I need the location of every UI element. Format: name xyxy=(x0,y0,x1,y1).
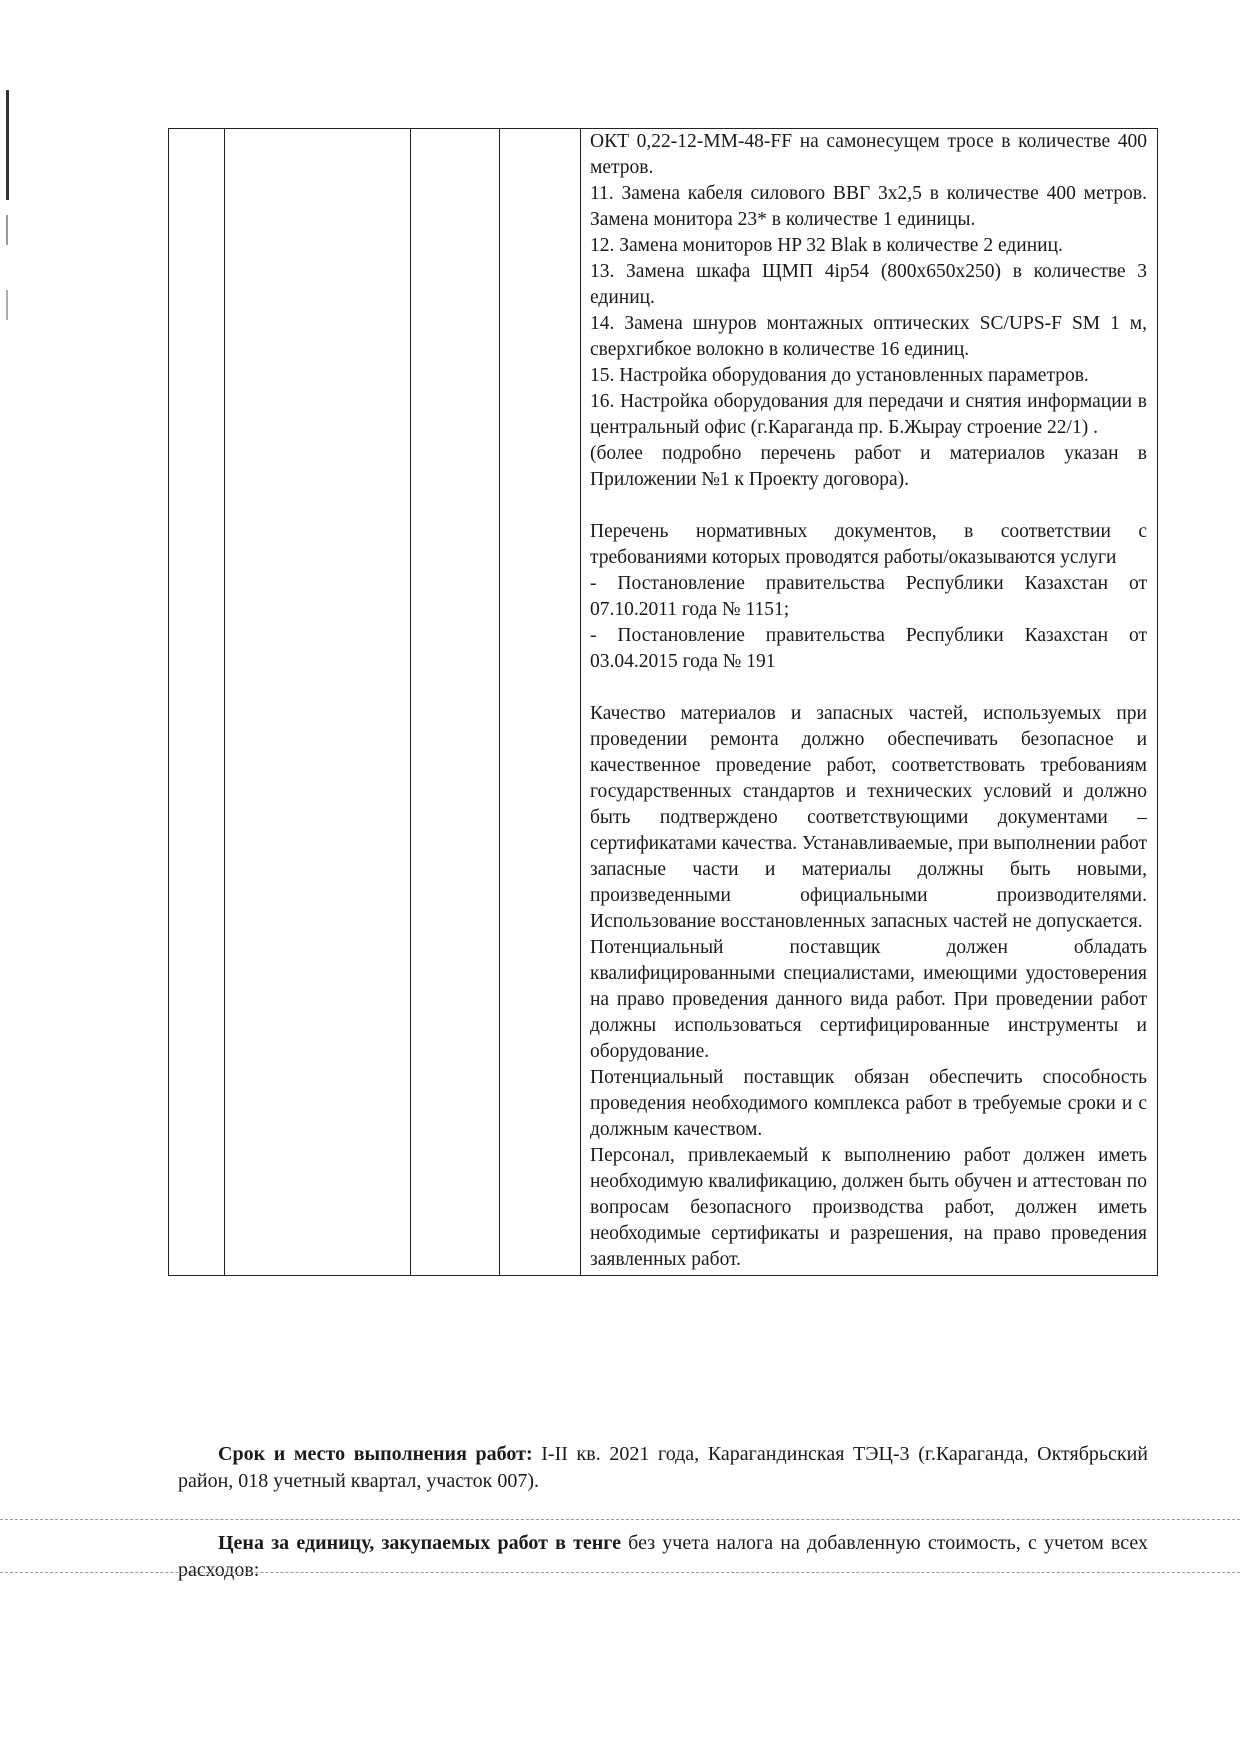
terms-text: I-II кв. 2021 года, Карагандинская ТЭЦ-3 (г.Караганда, Октябрьский район, 018 учетный квартал, участок 007). xyxy=(178,1443,1148,1492)
paragraph: ОКТ 0,22-12-ММ-48-FF на самонесущем тросе в количестве 400 метров. xyxy=(590,131,1147,178)
paragraph: Персонал, привлекаемый к выполнению работ должен иметь необходимую квалификацию, должен быть обучен и аттестован по вопросам безопасного производства работ, должен иметь необходимые сертификаты и разрешения, на право проведения заявленных работ. xyxy=(590,1145,1147,1270)
table-cell xyxy=(500,129,581,1276)
paragraph: - Постановление правительства Республики Казахстан от 07.10.2011 года № 1151; xyxy=(590,573,1147,620)
scan-artifact xyxy=(6,90,9,200)
work-description-cell xyxy=(581,129,1158,1276)
specification-table xyxy=(168,128,1158,1276)
paragraph: 16. Настройка оборудования для передачи и снятия информации в центральный офис (г.Караганда пр. Б.Жырау строение 22/1) . xyxy=(590,391,1147,438)
spacer xyxy=(590,675,1147,701)
table-cell xyxy=(169,129,225,1276)
scan-dotted-line xyxy=(0,1519,1240,1520)
price-label: Цена за единицу, закупаемых работ в тенге xyxy=(218,1532,621,1554)
price-paragraph xyxy=(178,1530,1148,1584)
paragraph: 14. Замена шнуров монтажных оптических SC/UPS-F SM 1 м, сверхгибкое волокно в количестве 16 единиц. xyxy=(590,313,1147,360)
price-text: без учета налога на добавленную стоимость, с учетом всех расходов: xyxy=(178,1532,1148,1581)
paragraph: 15. Настройка оборудования до установленных параметров. xyxy=(590,365,1089,386)
table-row xyxy=(169,129,1158,1276)
paragraph: (более подробно перечень работ и материалов указан в Приложении №1 к Проекту договора). xyxy=(590,443,1147,490)
paragraph: Перечень нормативных документов, в соответствии с требованиями которых проводятся работы/оказываются услуги xyxy=(590,521,1147,568)
scan-artifact xyxy=(6,290,8,320)
table-cell xyxy=(225,129,411,1276)
terms-label: Срок и место выполнения работ: xyxy=(218,1443,533,1465)
paragraph: 12. Замена мониторов HP 32 Blak в количестве 2 единиц. xyxy=(590,235,1063,256)
paragraph: 13. Замена шкафа ЩМП 4ip54 (800х650х250) в количестве 3 единиц. xyxy=(590,261,1147,308)
table-cell xyxy=(411,129,500,1276)
paragraph: Качество материалов и запасных частей, используемых при проведении ремонта должно обеспечивать безопасное и качественное проведение работ, соответствовать требованиям государственных стандартов и технических условий и должно быть подтверждено соответствующими документами – сертификатами качества. Устанавливаемые, при выполнении работ запасные части и материалы должны быть новыми, произведенными официальными производителями. Использование восстановленных запасных частей не допускается. xyxy=(590,703,1147,932)
paragraph: - Постановление правительства Республики Казахстан от 03.04.2015 года № 191 xyxy=(590,625,1147,672)
scan-artifact xyxy=(6,215,8,245)
paragraph: Потенциальный поставщик должен обладать квалифицированными специалистами, имеющими удостоверения на право проведения данного вида работ. При проведении работ должны использоваться сертифицированные инструменты и оборудование. xyxy=(590,937,1147,1062)
spacer xyxy=(590,493,1147,519)
paragraph: Потенциальный поставщик обязан обеспечить способность проведения необходимого комплекса работ в требуемые сроки и с должным качеством. xyxy=(590,1067,1147,1140)
terms-paragraph xyxy=(178,1441,1148,1495)
scan-dotted-line xyxy=(0,1572,1240,1573)
paragraph: 11. Замена кабеля силового ВВГ 3х2,5 в количестве 400 метров. Замена монитора 23* в количестве 1 единицы. xyxy=(590,183,1147,230)
